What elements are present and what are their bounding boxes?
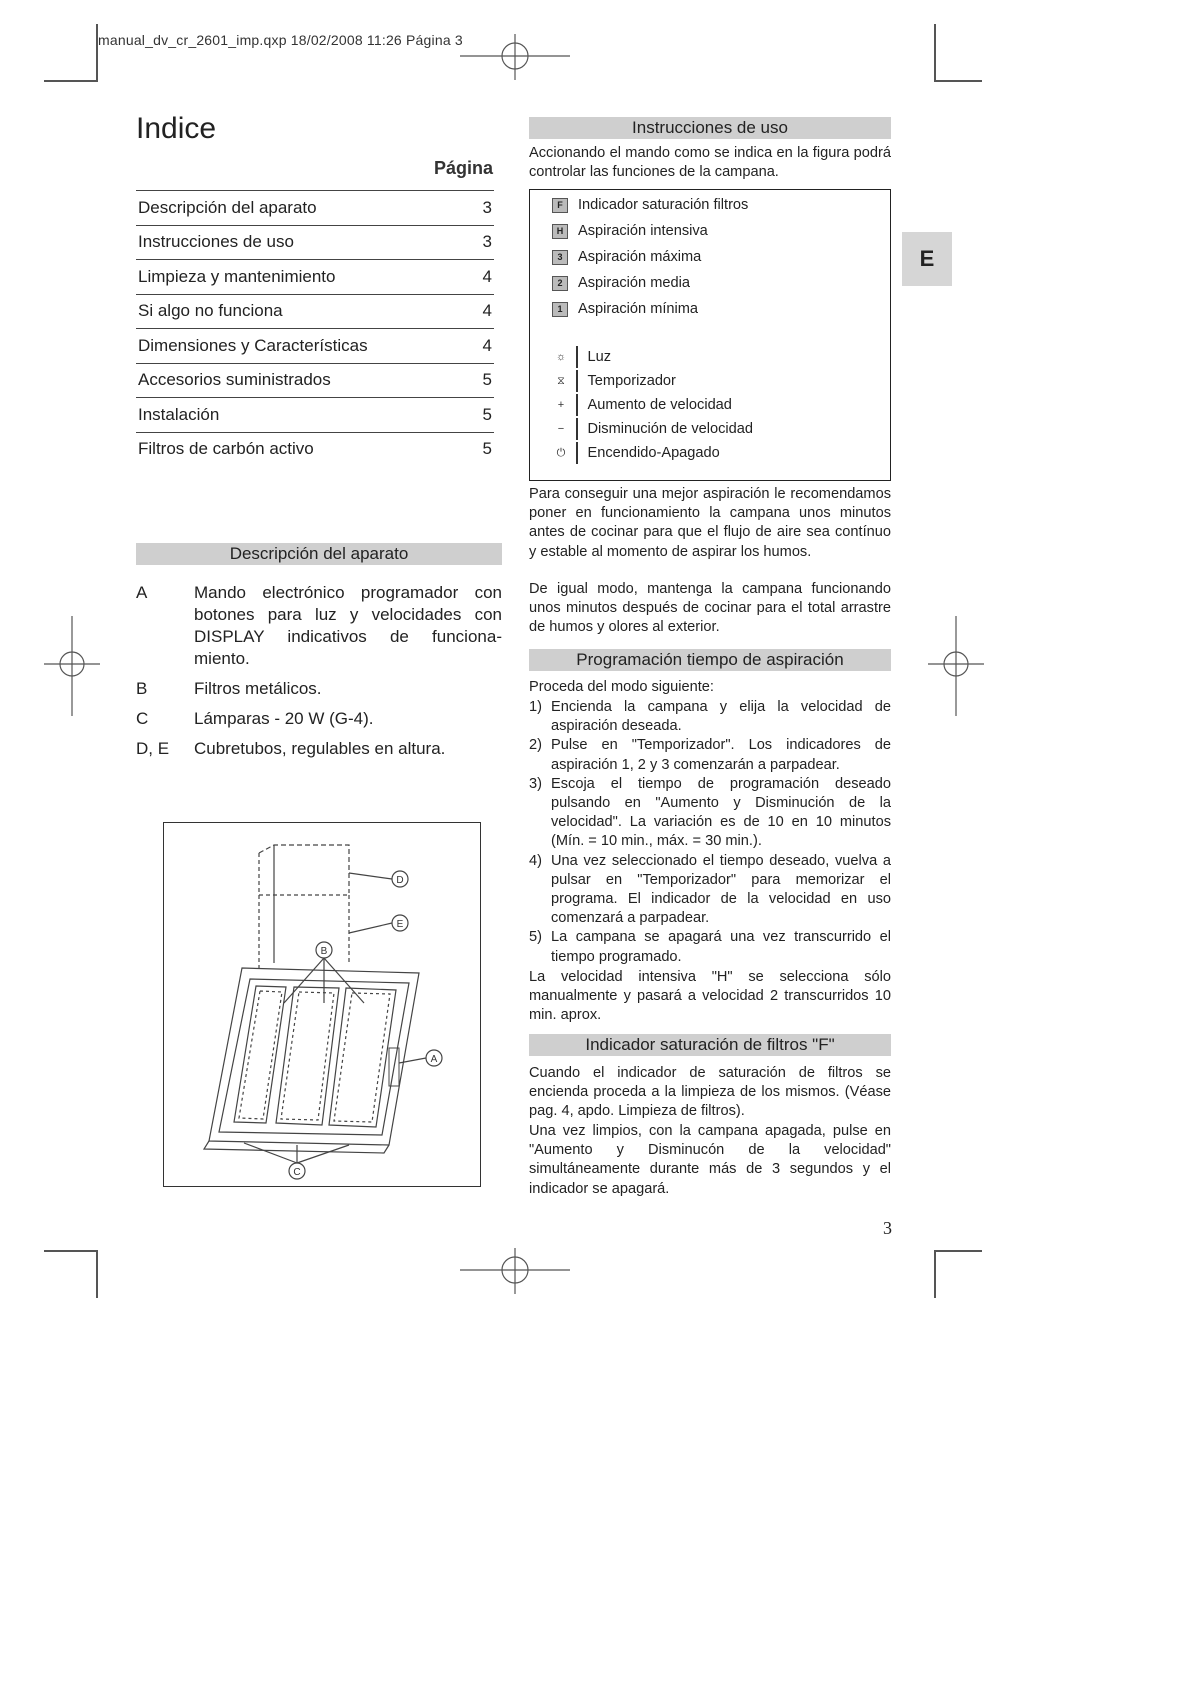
table-of-contents [136, 190, 494, 466]
section-heading-instructions: Instrucciones de uso [529, 117, 891, 139]
button-row: + Aumento de velocidad [552, 394, 732, 416]
registration-mark-bottom [460, 1248, 570, 1294]
toc-row[interactable]: Dimensiones y Características 4 [136, 328, 494, 363]
indicator-row: F Indicador saturación filtros [552, 197, 748, 213]
callout-a: A [430, 1054, 438, 1065]
list-item: D, E Cubretubos, regulables en altura. [136, 739, 446, 758]
saturation-paragraph-1: Cuando el indicador de saturación de filtros se encienda proceda a la limpieza de los mismos. (Véase pag. 4, apdo. Limpieza de filtros). [529, 1065, 891, 1120]
crop-mark [934, 1250, 936, 1298]
crop-mark [934, 1250, 982, 1252]
indicator-row: 1 Aspiración mínima [552, 301, 698, 317]
control-legend-box [529, 189, 891, 481]
hood-diagram [163, 822, 481, 1187]
filter-indicator-icon: F [552, 198, 568, 213]
instructions-paragraph-1: Para conseguir una mejor aspiración le recomendamos poner en funcionamiento la campana unos minutos antes de cocinar para que el flujo de aire sea contínuo y estable al momento de aspirar los humos. [529, 486, 891, 560]
crop-mark [44, 80, 98, 82]
toc-row[interactable]: Si algo no funciona 4 [136, 294, 494, 329]
callout-d: D [396, 875, 404, 886]
index-title: Indice [136, 112, 217, 145]
minus-icon: − [557, 423, 565, 435]
programming-note: La velocidad intensiva "H" se selecciona sólo manualmente y pasará a velocidad 2 transcurridos 10 min. aprox. [529, 969, 891, 1024]
crop-mark [934, 24, 936, 80]
button-row: ⏻ Encendido-Apagado [552, 442, 720, 464]
callout-b: B [320, 946, 328, 957]
description-list [136, 582, 502, 768]
list-item: C Lámparas - 20 W (G-4). [136, 709, 374, 728]
button-row: ⧖ Temporizador [552, 370, 676, 392]
indicator-row: 3 Aspiración máxima [552, 249, 701, 265]
list-item: 3) Escoja el tiempo de programación deseado pulsando en "Aumento y Disminución de la velocidad". La variación es de 10 en 10 minutos (Mín. = 10 min., máx. = 30 min.). [529, 775, 891, 850]
programming-intro: Proceda del modo siguiente: [529, 679, 714, 695]
list-item: 4) Una vez seleccionado el tiempo deseado, vuelva a pulsar en "Temporizador" para memorizar el programa. El indicador de la velocidad en uso comenzará a parpadear. [529, 852, 891, 927]
section-heading-programming: Programación tiempo de aspiración [529, 649, 891, 671]
language-tab: E [902, 232, 952, 286]
speed-3-icon: 3 [552, 250, 568, 265]
toc-row[interactable]: Instalación 5 [136, 397, 494, 432]
indicator-row: 2 Aspiración media [552, 275, 690, 291]
toc-row[interactable]: Filtros de carbón activo 5 [136, 432, 494, 467]
crop-mark [44, 1250, 98, 1252]
crop-mark [96, 24, 98, 80]
list-item: A Mando electrónico programador con botones para luz y velocidades con DISPLAY indicativos de funciona-miento. [136, 583, 502, 668]
list-item: 2) Pulse en "Temporizador". Los indicadores de aspiración 1, 2 y 3 comenzarán a parpadear. [529, 737, 891, 773]
timer-icon: ⧖ [557, 374, 565, 387]
page-column-header: Página [434, 158, 494, 178]
toc-row[interactable]: Instrucciones de uso 3 [136, 225, 494, 260]
list-item: 1) Encienda la campana y elija la velocidad de aspiración deseada. [529, 699, 891, 735]
toc-row[interactable]: Limpieza y mantenimiento 4 [136, 259, 494, 294]
registration-mark-left [44, 616, 100, 716]
file-slug: manual_dv_cr_2601_imp.qxp 18/02/2008 11:26 Página 3 [98, 32, 463, 48]
button-row: − Disminución de velocidad [552, 418, 753, 440]
plus-icon: + [557, 399, 565, 411]
saturation-paragraph-2: Una vez limpios, con la campana apagada, pulse en "Aumento y Disminucón de la velocidad" simultáneamente durante más de 3 segundos y el indicador se apagará. [529, 1123, 891, 1197]
toc-row[interactable]: Accesorios suministrados 5 [136, 363, 494, 398]
callout-c: C [293, 1167, 301, 1178]
registration-mark-top [460, 34, 570, 80]
section-heading-saturation: Indicador saturación de filtros "F" [529, 1034, 891, 1056]
list-item: 5) La campana se apagará una vez transcurrido el tiempo programado. [529, 929, 891, 965]
instructions-intro: Accionando el mando como se indica en la figura podrá controlar las funciones de la campana. [529, 145, 891, 181]
callout-e: E [396, 919, 404, 930]
crop-mark [934, 80, 982, 82]
list-item: B Filtros metálicos. [136, 679, 322, 698]
section-heading-description: Descripción del aparato [136, 543, 502, 565]
page-number: 3 [883, 1218, 892, 1238]
button-row: ☼ Luz [552, 346, 611, 368]
programming-steps [529, 698, 891, 967]
crop-mark [96, 1250, 98, 1298]
speed-2-icon: 2 [552, 276, 568, 291]
toc-row[interactable]: Descripción del aparato 3 [136, 190, 494, 225]
indicator-row: H Aspiración intensiva [552, 223, 708, 239]
speed-1-icon: 1 [552, 302, 568, 317]
instructions-paragraph-2: De igual modo, mantenga la campana funcionando unos minutos después de cocinar para el total arrastre de humos y olores al exterior. [529, 581, 891, 636]
power-icon: ⏻ [556, 446, 566, 459]
intensive-speed-icon: H [552, 224, 568, 239]
registration-mark-right [928, 616, 984, 716]
hood-drawing [164, 823, 479, 1185]
light-icon: ☼ [555, 351, 567, 363]
